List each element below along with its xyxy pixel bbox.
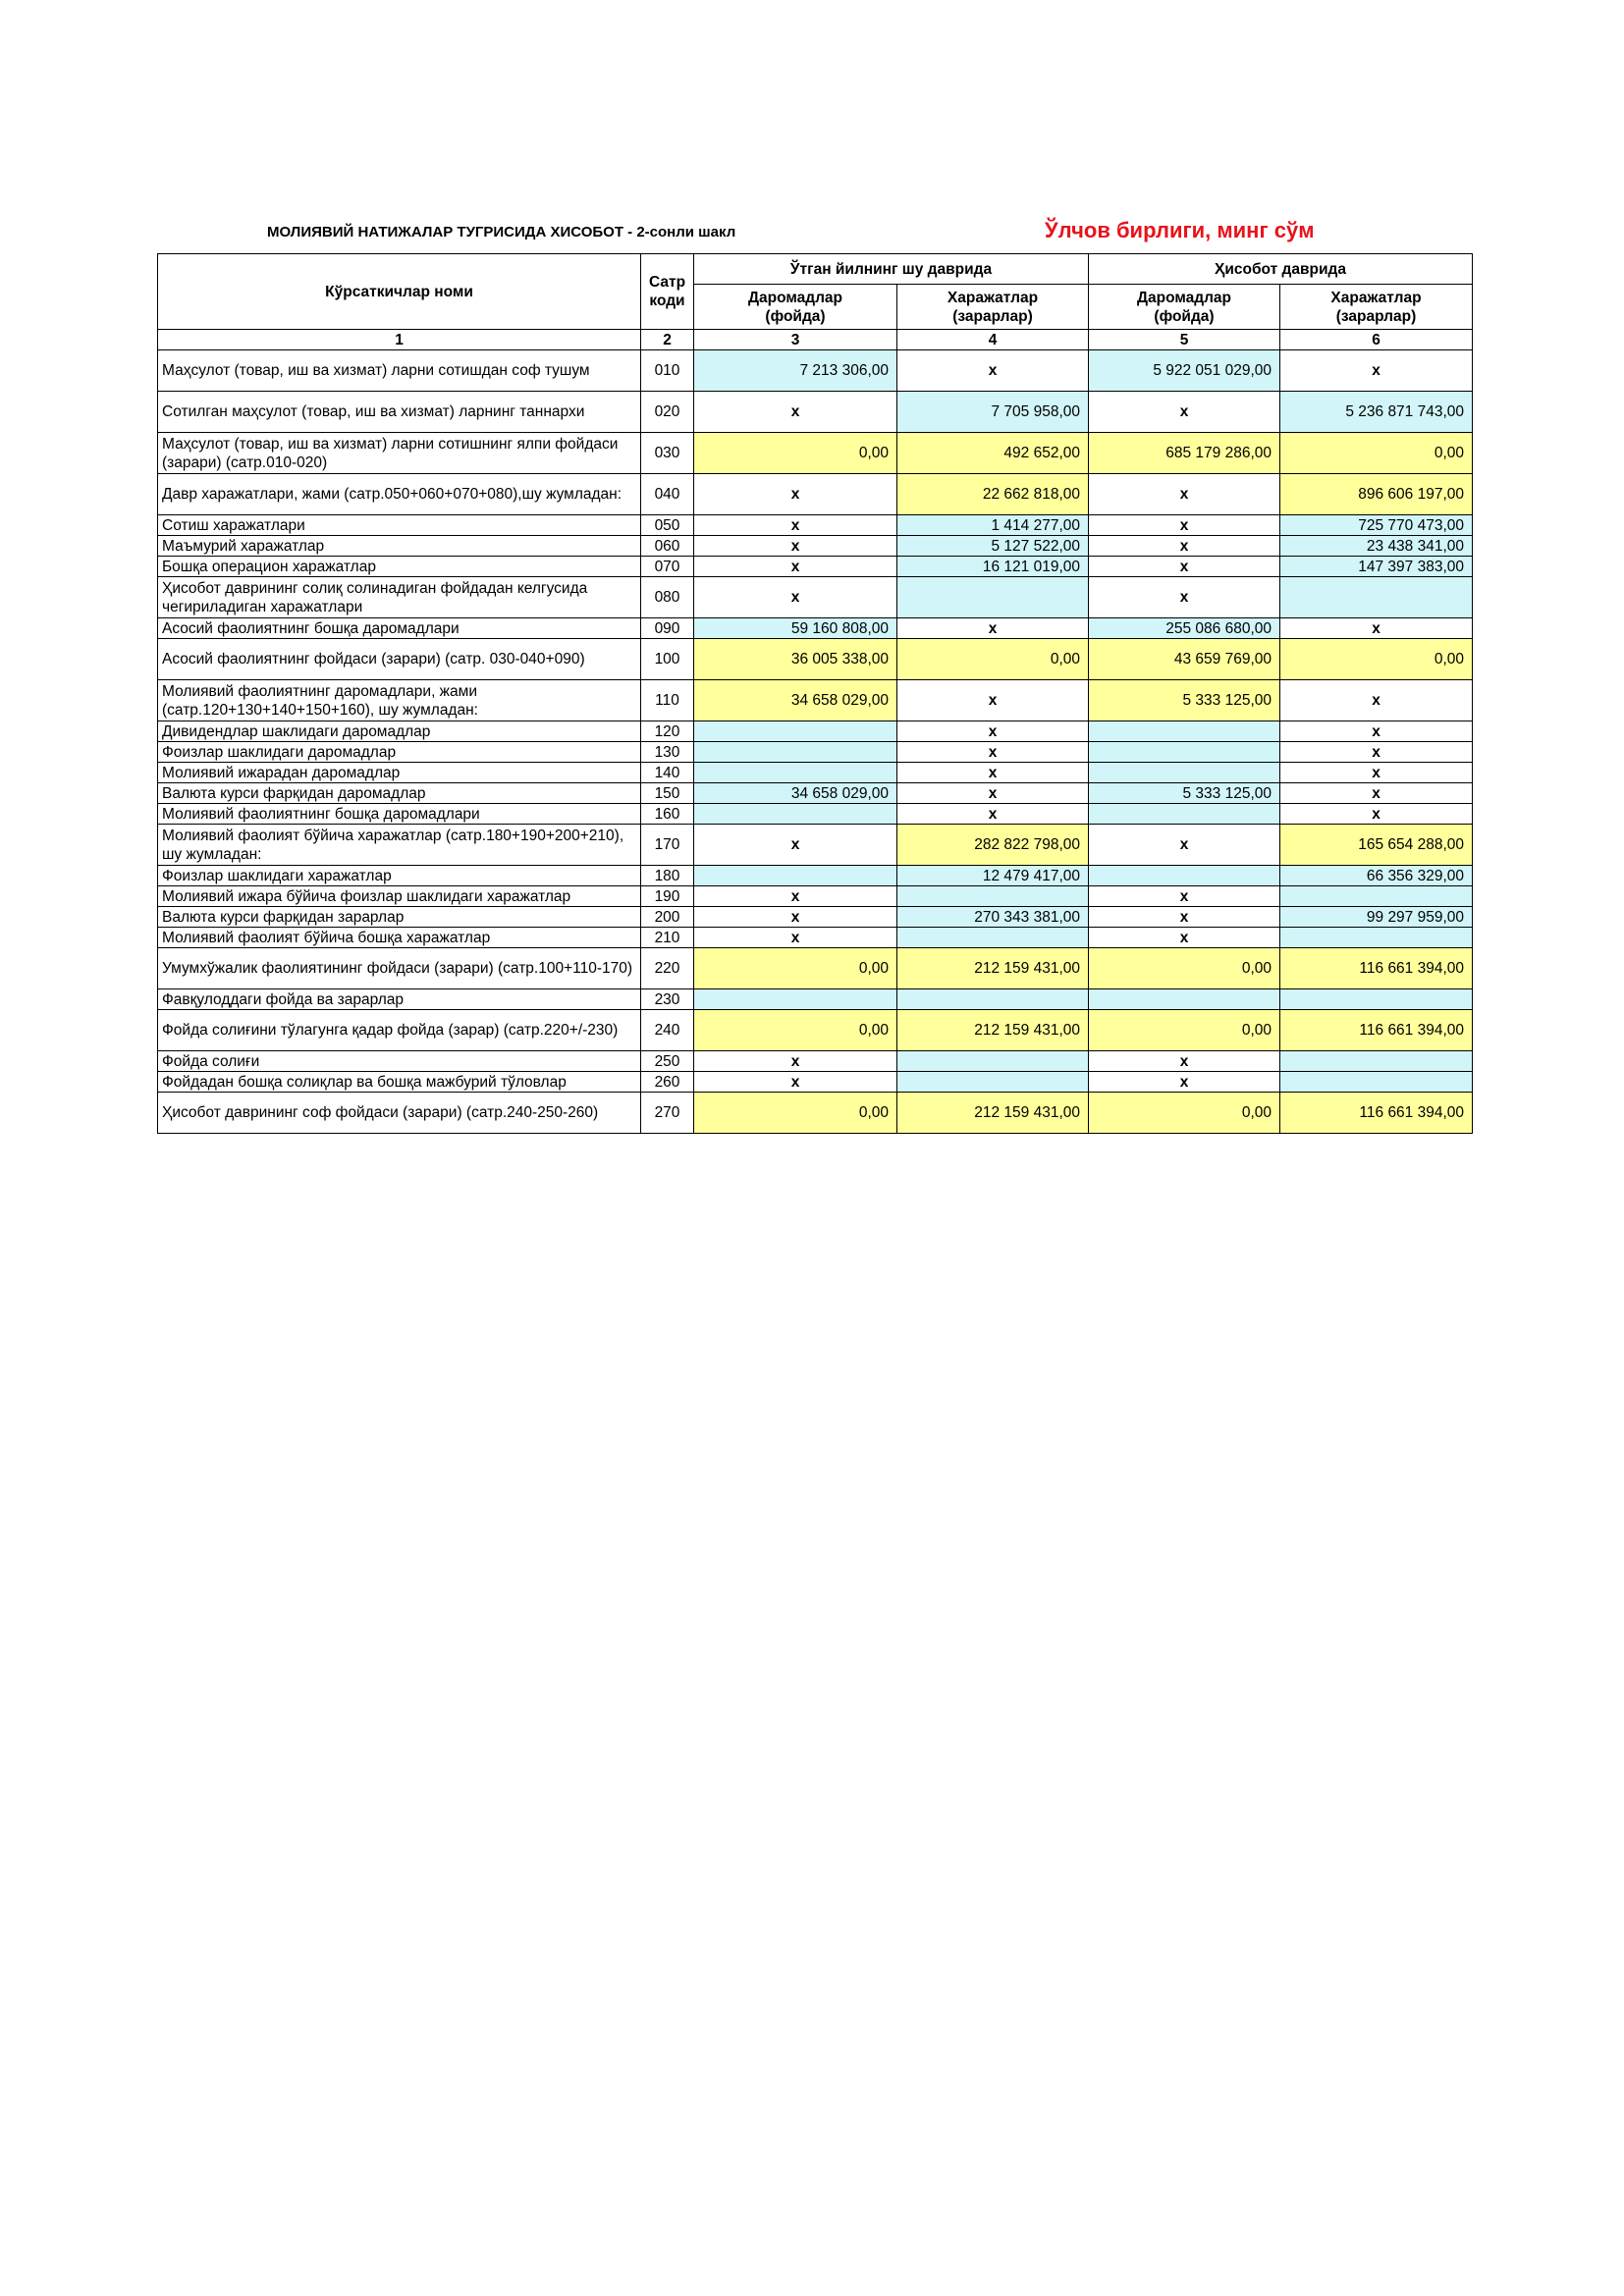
row-value-c6: x — [1280, 783, 1473, 804]
header-name: Кўрсаткичлар номи — [158, 254, 641, 330]
row-value-c5: x — [1089, 577, 1280, 618]
header-code: Сатр коди — [641, 254, 694, 330]
table-row — [158, 928, 1473, 948]
row-value-c5: x — [1089, 515, 1280, 536]
row-code: 260 — [641, 1072, 694, 1093]
row-code: 130 — [641, 742, 694, 763]
row-name: Фойдадан бошқа солиқлар ва бошқа мажбурий тўловлар — [158, 1072, 641, 1093]
row-value-c4: x — [897, 783, 1089, 804]
row-code: 080 — [641, 577, 694, 618]
row-value-c4: 212 159 431,00 — [897, 948, 1089, 989]
row-value-c4: x — [897, 680, 1089, 721]
row-value-c5: x — [1089, 1051, 1280, 1072]
row-value-c4: 212 159 431,00 — [897, 1093, 1089, 1134]
row-value-c3: x — [694, 1072, 897, 1093]
row-value-c3: 0,00 — [694, 1093, 897, 1134]
table-row — [158, 742, 1473, 763]
row-code: 160 — [641, 804, 694, 825]
row-code: 180 — [641, 866, 694, 886]
row-value-c6: 896 606 197,00 — [1280, 474, 1473, 515]
header-prev-expense: Харажатлар (зарарлар) — [897, 285, 1089, 330]
row-value-c4 — [897, 1072, 1089, 1093]
row-name: Асосий фаолиятнинг бошқа даромадлари — [158, 618, 641, 639]
row-value-c6 — [1280, 1072, 1473, 1093]
row-value-c6: 147 397 383,00 — [1280, 557, 1473, 577]
table-row — [158, 1072, 1473, 1093]
row-value-c5: x — [1089, 392, 1280, 433]
row-value-c3: 0,00 — [694, 433, 897, 474]
row-value-c3: x — [694, 474, 897, 515]
row-name: Фоизлар шаклидаги даромадлар — [158, 742, 641, 763]
row-name: Молиявий ижара бўйича фоизлар шаклидаги харажатлар — [158, 886, 641, 907]
row-value-c5: 5 333 125,00 — [1089, 680, 1280, 721]
row-code: 250 — [641, 1051, 694, 1072]
row-value-c5: 0,00 — [1089, 1010, 1280, 1051]
table-row — [158, 557, 1473, 577]
row-value-c3: 0,00 — [694, 1010, 897, 1051]
table-row — [158, 433, 1473, 474]
financial-results-table — [157, 253, 1473, 1134]
row-value-c5: x — [1089, 886, 1280, 907]
row-name: Маъмурий харажатлар — [158, 536, 641, 557]
table-row — [158, 907, 1473, 928]
row-value-c4: 5 127 522,00 — [897, 536, 1089, 557]
row-value-c5: 5 922 051 029,00 — [1089, 350, 1280, 392]
row-value-c3: x — [694, 392, 897, 433]
row-value-c5: x — [1089, 907, 1280, 928]
row-code: 170 — [641, 825, 694, 866]
row-name: Молиявий фаолиятнинг бошқа даромадлари — [158, 804, 641, 825]
row-value-c6 — [1280, 577, 1473, 618]
row-code: 220 — [641, 948, 694, 989]
row-name: Ҳисобот даврининг солиқ солинадиган фойдадан келгусида чегириладиган харажатлари — [158, 577, 641, 618]
row-value-c5 — [1089, 742, 1280, 763]
row-value-c5: 685 179 286,00 — [1089, 433, 1280, 474]
row-value-c6 — [1280, 928, 1473, 948]
row-value-c4: x — [897, 618, 1089, 639]
row-value-c5: 255 086 680,00 — [1089, 618, 1280, 639]
table-row — [158, 392, 1473, 433]
table-row — [158, 577, 1473, 618]
table-row — [158, 1093, 1473, 1134]
row-value-c6 — [1280, 886, 1473, 907]
row-value-c5 — [1089, 989, 1280, 1010]
row-name: Сотиш харажатлари — [158, 515, 641, 536]
row-value-c6: 5 236 871 743,00 — [1280, 392, 1473, 433]
header-prev-period: Ўтган йилнинг шу даврида — [694, 254, 1089, 285]
row-value-c4 — [897, 577, 1089, 618]
report-title: МОЛИЯВИЙ НАТИЖАЛАР ТУГРИСИДА ХИСОБОТ - 2-сонли шакл — [267, 224, 736, 240]
row-value-c3: 59 160 808,00 — [694, 618, 897, 639]
table-row — [158, 350, 1473, 392]
row-code: 090 — [641, 618, 694, 639]
row-value-c6: 23 438 341,00 — [1280, 536, 1473, 557]
row-name: Бошқа операцион харажатлар — [158, 557, 641, 577]
row-value-c3 — [694, 721, 897, 742]
row-value-c3: x — [694, 825, 897, 866]
row-value-c6: 0,00 — [1280, 433, 1473, 474]
row-value-c4 — [897, 886, 1089, 907]
col-number: 4 — [897, 330, 1089, 350]
row-value-c5: x — [1089, 825, 1280, 866]
row-value-c5 — [1089, 763, 1280, 783]
row-value-c3: x — [694, 577, 897, 618]
col-number: 1 — [158, 330, 641, 350]
row-value-c3 — [694, 866, 897, 886]
row-value-c6: x — [1280, 618, 1473, 639]
row-name: Фойда солиғини тўлагунга қадар фойда (зарар) (сатр.220+/-230) — [158, 1010, 641, 1051]
row-name: Молиявий фаолият бўйича бошқа харажатлар — [158, 928, 641, 948]
row-value-c6: x — [1280, 804, 1473, 825]
col-number: 2 — [641, 330, 694, 350]
row-value-c3 — [694, 763, 897, 783]
row-value-c4: x — [897, 721, 1089, 742]
col-number: 5 — [1089, 330, 1280, 350]
table-row — [158, 866, 1473, 886]
col-number: 3 — [694, 330, 897, 350]
row-value-c4: 22 662 818,00 — [897, 474, 1089, 515]
row-value-c6 — [1280, 1051, 1473, 1072]
row-value-c3: x — [694, 536, 897, 557]
row-name: Дивидендлар шаклидаги даромадлар — [158, 721, 641, 742]
row-value-c6: x — [1280, 680, 1473, 721]
row-code: 270 — [641, 1093, 694, 1134]
row-code: 070 — [641, 557, 694, 577]
row-value-c3 — [694, 804, 897, 825]
row-code: 240 — [641, 1010, 694, 1051]
row-value-c3 — [694, 989, 897, 1010]
row-value-c5: x — [1089, 536, 1280, 557]
row-value-c4: 7 705 958,00 — [897, 392, 1089, 433]
row-name: Молиявий ижарадан даромадлар — [158, 763, 641, 783]
row-value-c6: 99 297 959,00 — [1280, 907, 1473, 928]
header-curr-income: Даромадлар (фойда) — [1089, 285, 1280, 330]
table-row — [158, 989, 1473, 1010]
row-value-c3: 0,00 — [694, 948, 897, 989]
row-value-c6: 116 661 394,00 — [1280, 1093, 1473, 1134]
row-code: 200 — [641, 907, 694, 928]
row-code: 020 — [641, 392, 694, 433]
row-name: Валюта курси фарқидан даромадлар — [158, 783, 641, 804]
table-row — [158, 474, 1473, 515]
row-name: Молиявий фаолиятнинг даромадлари, жами (сатр.120+130+140+150+160), шу жумладан: — [158, 680, 641, 721]
row-value-c5 — [1089, 866, 1280, 886]
row-name: Асосий фаолиятнинг фойдаси (зарари) (сатр. 030-040+090) — [158, 639, 641, 680]
row-name: Умумхўжалик фаолиятининг фойдаси (зарари) (сатр.100+110-170) — [158, 948, 641, 989]
row-name: Сотилган маҳсулот (товар, иш ва хизмат) ларнинг таннархи — [158, 392, 641, 433]
row-code: 010 — [641, 350, 694, 392]
row-value-c6: 0,00 — [1280, 639, 1473, 680]
row-value-c4: 0,00 — [897, 639, 1089, 680]
row-value-c3: x — [694, 928, 897, 948]
row-value-c5: 0,00 — [1089, 948, 1280, 989]
row-value-c6: x — [1280, 763, 1473, 783]
header-curr-expense: Харажатлар (зарарлар) — [1280, 285, 1473, 330]
row-value-c3: 34 658 029,00 — [694, 680, 897, 721]
row-code: 060 — [641, 536, 694, 557]
row-value-c5: x — [1089, 474, 1280, 515]
table-row — [158, 680, 1473, 721]
row-name: Маҳсулот (товар, иш ва хизмат) ларни сотишдан соф тушум — [158, 350, 641, 392]
row-code: 110 — [641, 680, 694, 721]
row-value-c3 — [694, 742, 897, 763]
row-code: 140 — [641, 763, 694, 783]
row-value-c3: x — [694, 907, 897, 928]
table-row — [158, 825, 1473, 866]
row-value-c5 — [1089, 721, 1280, 742]
row-name: Давр харажатлари, жами (сатр.050+060+070+080),шу жумладан: — [158, 474, 641, 515]
row-name: Ҳисобот даврининг соф фойдаси (зарари) (сатр.240-250-260) — [158, 1093, 641, 1134]
row-value-c4: x — [897, 350, 1089, 392]
row-value-c4: 12 479 417,00 — [897, 866, 1089, 886]
row-value-c3: 7 213 306,00 — [694, 350, 897, 392]
row-code: 100 — [641, 639, 694, 680]
row-value-c4: 16 121 019,00 — [897, 557, 1089, 577]
header-curr-period: Ҳисобот даврида — [1089, 254, 1473, 285]
row-value-c6: 165 654 288,00 — [1280, 825, 1473, 866]
row-value-c4: x — [897, 804, 1089, 825]
table-row — [158, 721, 1473, 742]
row-value-c4: 1 414 277,00 — [897, 515, 1089, 536]
table-row — [158, 536, 1473, 557]
row-value-c5: x — [1089, 928, 1280, 948]
row-value-c3: x — [694, 886, 897, 907]
row-code: 230 — [641, 989, 694, 1010]
row-value-c6: x — [1280, 721, 1473, 742]
row-code: 040 — [641, 474, 694, 515]
table-row — [158, 948, 1473, 989]
row-value-c4 — [897, 989, 1089, 1010]
row-value-c4: 492 652,00 — [897, 433, 1089, 474]
row-value-c3: 36 005 338,00 — [694, 639, 897, 680]
row-value-c3: 34 658 029,00 — [694, 783, 897, 804]
row-value-c4 — [897, 1051, 1089, 1072]
row-value-c3: x — [694, 557, 897, 577]
row-value-c4: 282 822 798,00 — [897, 825, 1089, 866]
row-value-c5: x — [1089, 557, 1280, 577]
row-value-c4: 270 343 381,00 — [897, 907, 1089, 928]
row-name: Фойда солиғи — [158, 1051, 641, 1072]
row-value-c4: x — [897, 763, 1089, 783]
table-row — [158, 1010, 1473, 1051]
row-code: 030 — [641, 433, 694, 474]
row-value-c6: 116 661 394,00 — [1280, 1010, 1473, 1051]
row-value-c6: 725 770 473,00 — [1280, 515, 1473, 536]
row-name: Валюта курси фарқидан зарарлар — [158, 907, 641, 928]
row-value-c6 — [1280, 989, 1473, 1010]
row-name: Фоизлар шаклидаги харажатлар — [158, 866, 641, 886]
row-value-c5: 5 333 125,00 — [1089, 783, 1280, 804]
row-name: Маҳсулот (товар, иш ва хизмат) ларни сотишнинг ялпи фойдаси (зарари) (сатр.010-020) — [158, 433, 641, 474]
col-number: 6 — [1280, 330, 1473, 350]
row-value-c4: x — [897, 742, 1089, 763]
row-value-c4 — [897, 928, 1089, 948]
table-row — [158, 1051, 1473, 1072]
row-code: 120 — [641, 721, 694, 742]
row-value-c5: 0,00 — [1089, 1093, 1280, 1134]
row-value-c6: 66 356 329,00 — [1280, 866, 1473, 886]
row-value-c5: 43 659 769,00 — [1089, 639, 1280, 680]
header-prev-income: Даромадлар (фойда) — [694, 285, 897, 330]
row-value-c6: x — [1280, 742, 1473, 763]
row-value-c3: x — [694, 1051, 897, 1072]
row-code: 050 — [641, 515, 694, 536]
table-body — [158, 350, 1473, 1134]
row-value-c5: x — [1089, 1072, 1280, 1093]
row-name: Фавқулоддаги фойда ва зарарлар — [158, 989, 641, 1010]
table-row — [158, 618, 1473, 639]
row-value-c3: x — [694, 515, 897, 536]
row-value-c4: 212 159 431,00 — [897, 1010, 1089, 1051]
row-code: 150 — [641, 783, 694, 804]
table-row — [158, 763, 1473, 783]
table-row — [158, 804, 1473, 825]
row-code: 210 — [641, 928, 694, 948]
row-value-c6: x — [1280, 350, 1473, 392]
unit-label: Ўлчов бирлиги, минг сўм — [1045, 218, 1315, 242]
row-name: Молиявий фаолият бўйича харажатлар (сатр.180+190+200+210), шу жумладан: — [158, 825, 641, 866]
row-value-c6: 116 661 394,00 — [1280, 948, 1473, 989]
table-row — [158, 515, 1473, 536]
row-value-c5 — [1089, 804, 1280, 825]
table-row — [158, 886, 1473, 907]
row-code: 190 — [641, 886, 694, 907]
table-row — [158, 783, 1473, 804]
table-row — [158, 639, 1473, 680]
